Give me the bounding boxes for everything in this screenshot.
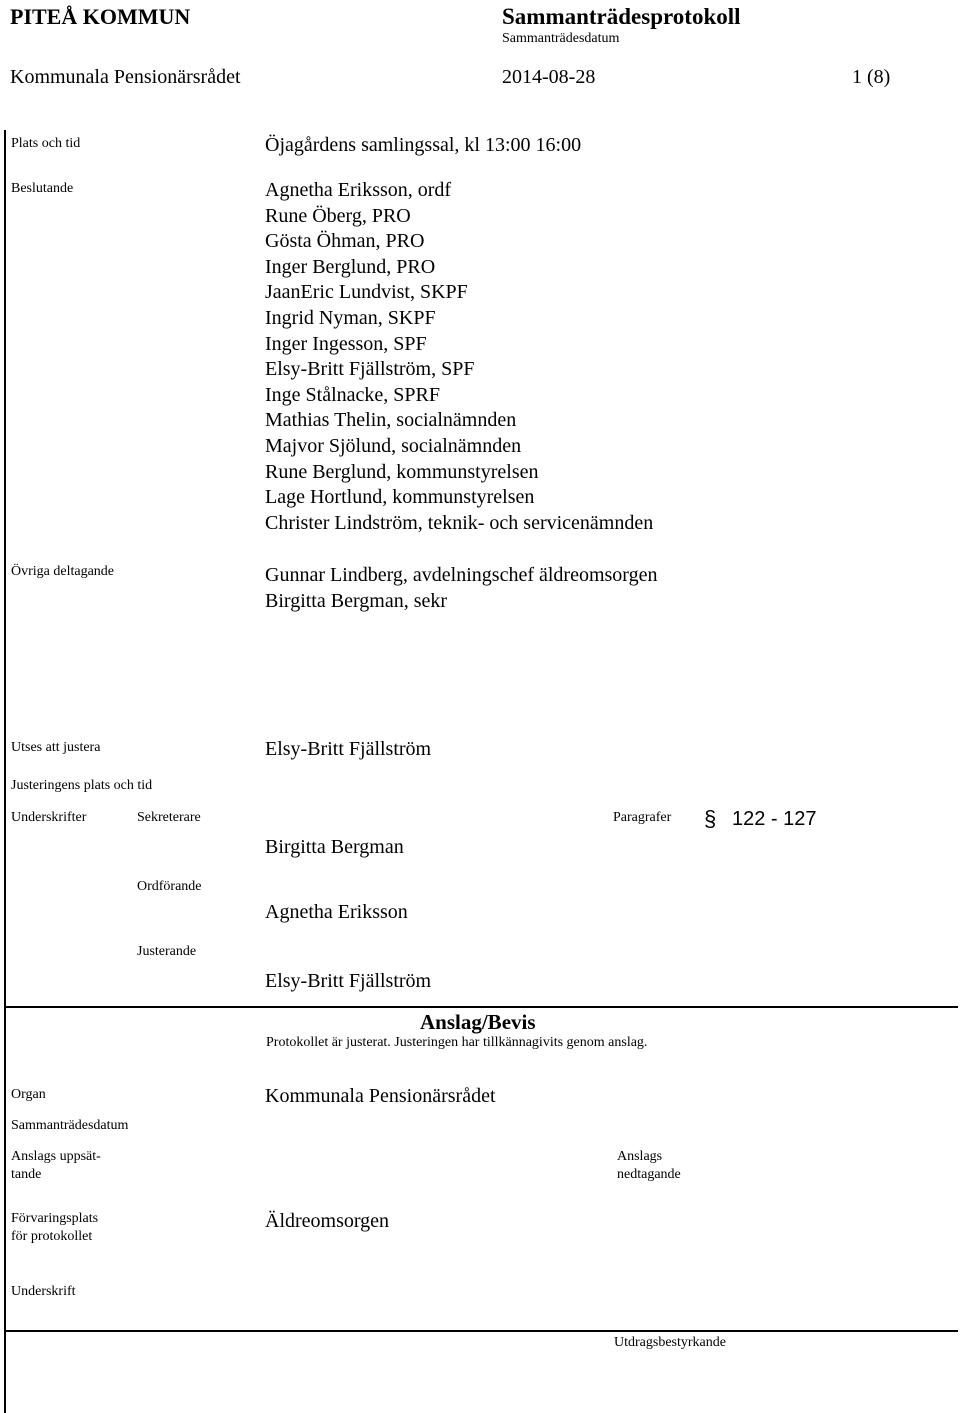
anslag-title: Anslag/Bevis <box>420 1010 536 1034</box>
member-name: Lage Hortlund, kommunstyrelsen <box>265 486 535 509</box>
participant-name: Birgitta Bergman, sekr <box>265 589 448 612</box>
justering-plats-label: Justeringens plats och tid <box>11 778 153 793</box>
beslutande-label: Beslutande <box>11 181 74 196</box>
forvaring-label-line1: Förvaringsplats <box>11 1211 99 1226</box>
paragrafer-value: 122 - 127 <box>732 808 817 830</box>
sekreterare-label: Sekreterare <box>137 810 201 825</box>
member-name: Agnetha Eriksson, ordf <box>265 179 452 201</box>
ovriga-label: Övriga deltagande <box>11 564 115 579</box>
left-border <box>4 130 6 1413</box>
org-name: PITEÅ KOMMUN <box>10 4 191 29</box>
member-name: Rune Öberg, PRO <box>265 204 411 227</box>
section-divider <box>4 1006 958 1008</box>
underskrifter-label: Underskrifter <box>11 810 87 825</box>
participant-name: Gunnar Lindberg, avdelningschef äldreomsorgen <box>265 564 658 586</box>
document-type: Sammanträdesprotokoll <box>502 4 741 29</box>
committee-name: Kommunala Pensionärsrådet <box>10 66 241 88</box>
place-time-value: Öjagårdens samlingssal, kl 13:00 16:00 <box>265 134 582 156</box>
paragraph-symbol: § <box>704 806 717 831</box>
member-name: Inge Stålnacke, SPRF <box>265 383 440 406</box>
page-number: 1 (8) <box>852 66 891 88</box>
member-name: Elsy-Britt Fjällström, SPF <box>265 358 475 381</box>
utses-label: Utses att justera <box>11 740 101 755</box>
justerande-label: Justerande <box>137 944 197 959</box>
uppsattande-label-line1: Anslags uppsät- <box>11 1149 101 1164</box>
member-name: JaanEric Lundvist, SKPF <box>265 281 468 304</box>
member-name: Inger Berglund, PRO <box>265 255 436 278</box>
forvaring-value: Äldreomsorgen <box>265 1210 390 1232</box>
paragrafer-label: Paragrafer <box>613 810 672 825</box>
sekreterare-name: Birgitta Bergman <box>265 836 404 858</box>
meeting-date: 2014-08-28 <box>502 66 596 88</box>
underskrift-label: Underskrift <box>11 1284 76 1299</box>
ovriga-list <box>265 563 657 614</box>
organ-value: Kommunala Pensionärsrådet <box>265 1085 496 1107</box>
signature-line <box>4 1330 958 1332</box>
member-name: Christer Lindström, teknik- och servicenämnden <box>265 511 654 534</box>
justerande-name: Elsy-Britt Fjällström <box>265 970 432 992</box>
beslutande-list <box>265 178 653 536</box>
member-name: Ingrid Nyman, SKPF <box>265 306 436 329</box>
utses-value: Elsy-Britt Fjällström <box>265 738 432 760</box>
ordforande-name: Agnetha Eriksson <box>265 901 408 923</box>
member-name: Mathias Thelin, socialnämnden <box>265 409 517 432</box>
anslag-text: Protokollet är justerat. Justeringen har tillkännagivits genom anslag. <box>266 1035 648 1050</box>
place-time-label: Plats och tid <box>11 136 81 151</box>
nedtagande-label-line1: Anslags <box>617 1149 663 1164</box>
ordforande-label: Ordförande <box>137 879 202 894</box>
header-date-label: Sammanträdesdatum <box>502 31 620 46</box>
forvaring-label-line2: för protokollet <box>11 1229 93 1244</box>
member-name: Majvor Sjölund, socialnämnden <box>265 434 522 457</box>
utdrag-label: Utdragsbestyrkande <box>614 1335 726 1350</box>
organ-label: Organ <box>11 1087 46 1102</box>
member-name: Gösta Öhman, PRO <box>265 230 425 253</box>
member-name: Inger Ingesson, SPF <box>265 332 427 355</box>
anslag-datum-label: Sammanträdesdatum <box>11 1118 129 1133</box>
member-name: Rune Berglund, kommunstyrelsen <box>265 460 539 483</box>
uppsattande-label-line2: tande <box>11 1167 42 1182</box>
nedtagande-label-line2: nedtagande <box>617 1167 681 1182</box>
